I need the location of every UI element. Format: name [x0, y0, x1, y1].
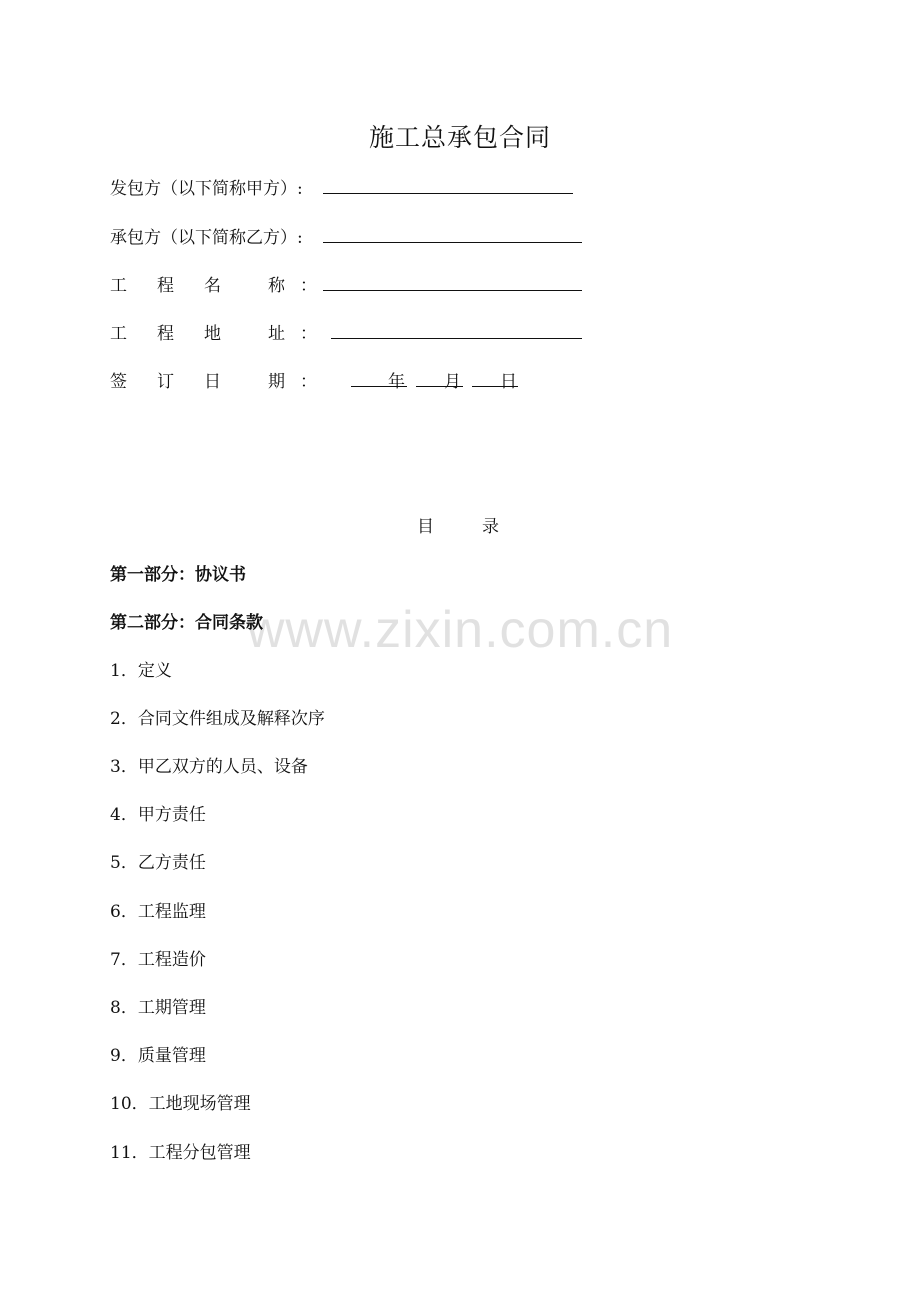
- label-char: ：: [300, 276, 317, 296]
- label-char: 称: [268, 276, 285, 296]
- toc-item[interactable]: 1．定义: [110, 661, 172, 681]
- label-char: 订: [157, 372, 174, 392]
- toc-item[interactable]: 11．工程分包管理: [110, 1143, 251, 1163]
- watermark: www.zixin.com.cn: [246, 601, 674, 659]
- document-title: 施工总承包合同: [368, 123, 551, 152]
- label-char: 名: [204, 276, 221, 296]
- contractor-label: 承包方（以下简称乙方）:: [110, 228, 303, 248]
- contractor-blank[interactable]: [323, 242, 582, 243]
- employer-blank[interactable]: [323, 193, 573, 194]
- label-char: 工: [110, 276, 127, 296]
- project-name-blank[interactable]: [323, 290, 582, 291]
- toc-item[interactable]: 9．质量管理: [110, 1046, 206, 1066]
- toc-heading: [0, 512, 920, 537]
- toc-item[interactable]: 7．工程造价: [110, 950, 206, 970]
- label-char: ：: [300, 372, 317, 392]
- toc-item[interactable]: 4．甲方责任: [110, 805, 206, 825]
- label-char: 工: [110, 324, 127, 344]
- label-char: 签: [110, 372, 127, 392]
- label-char: 址: [268, 324, 285, 344]
- toc-item[interactable]: 2．合同文件组成及解释次序: [110, 709, 325, 729]
- label-char: 程: [157, 276, 174, 296]
- label-char: 日: [204, 372, 221, 392]
- label-char: ：: [300, 324, 317, 344]
- toc-part-1[interactable]: 第一部分：协议书: [110, 565, 246, 585]
- day-label: 日: [500, 372, 517, 392]
- label-char: 地: [204, 324, 221, 344]
- project-address-blank[interactable]: [331, 338, 582, 339]
- toc-heading-char: 目: [417, 517, 434, 537]
- toc-item[interactable]: 5．乙方责任: [110, 853, 206, 873]
- label-char: 程: [157, 324, 174, 344]
- label-char: 期: [268, 372, 285, 392]
- toc-heading-char: 录: [482, 517, 499, 537]
- year-label: 年: [388, 372, 405, 392]
- month-label: 月: [444, 372, 461, 392]
- toc-item[interactable]: 6．工程监理: [110, 902, 206, 922]
- toc-item[interactable]: 3．甲乙双方的人员、设备: [110, 757, 308, 777]
- toc-item[interactable]: 8．工期管理: [110, 998, 206, 1018]
- employer-label: 发包方（以下简称甲方）:: [110, 179, 303, 199]
- toc-part-2[interactable]: 第二部分：合同条款: [110, 613, 263, 633]
- toc-item[interactable]: 10．工地现场管理: [110, 1094, 251, 1114]
